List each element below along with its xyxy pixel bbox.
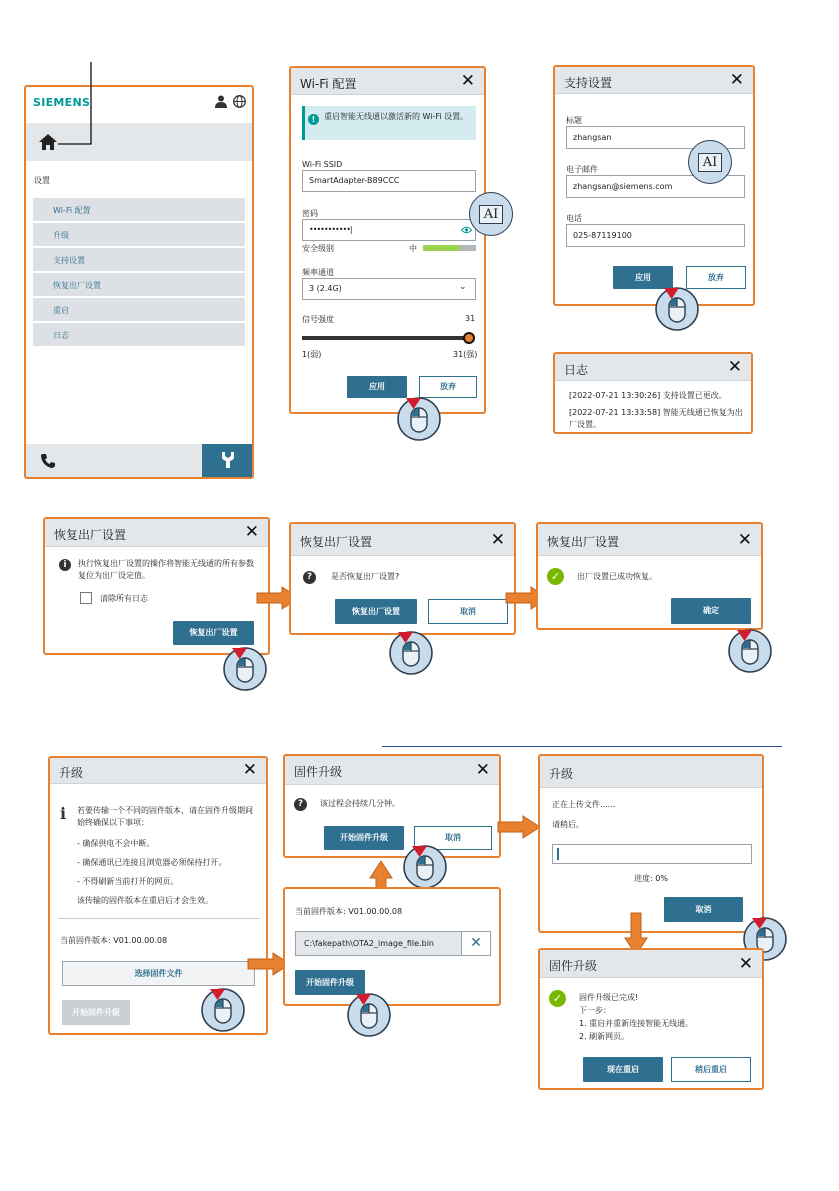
home-icon[interactable] — [38, 133, 58, 151]
signal-slider-handle[interactable] — [463, 332, 475, 344]
dialog-title: 日志 — [564, 363, 589, 377]
signal-slider-track[interactable] — [302, 336, 470, 340]
nav-item-label: 重启 — [53, 306, 69, 315]
question-icon: ? — [294, 798, 307, 811]
ai-box: AI — [479, 205, 503, 224]
mouse-icon — [388, 630, 434, 676]
channel-select[interactable]: 3 (2.4G) — [302, 278, 476, 300]
password-input[interactable]: •••••••••••| — [302, 219, 476, 241]
mouse-icon — [222, 646, 268, 692]
dialog-title: 恢复出厂设置 — [54, 528, 127, 542]
divider — [382, 746, 782, 747]
upload-progress-dialog — [538, 754, 764, 933]
upgrade-bullet: - 确保通讯已连接且浏览器必须保持打开。 — [77, 858, 227, 867]
security-meter — [423, 245, 476, 251]
settings-label: 设置 — [34, 176, 50, 185]
dialog-header — [540, 950, 762, 978]
clear-logs-checkbox[interactable] — [80, 592, 92, 604]
complete-message: 固件升级已完成! — [579, 993, 639, 1002]
close-icon[interactable]: ✕ — [490, 530, 505, 550]
dialog-header — [45, 519, 268, 547]
restart-now-button[interactable]: 现在重启 — [583, 1057, 663, 1082]
dialog-header — [50, 758, 266, 784]
progress-cursor — [557, 848, 559, 860]
close-icon[interactable]: ✕ — [729, 70, 744, 90]
nav-item-log[interactable] — [33, 323, 245, 346]
chevron-down-icon: ⌄ — [459, 282, 467, 292]
cancel-button[interactable]: 取消 — [414, 826, 492, 850]
callout-line — [58, 62, 98, 148]
progress-label: 进度: 0% — [634, 874, 668, 883]
info-text: 重启智能无线通以激活新的 Wi-Fi 设置。 — [324, 112, 469, 121]
title-input[interactable]: zhangsan — [566, 126, 745, 149]
upgrade-bullet: - 确保供电不会中断。 — [77, 839, 155, 848]
nav-item-label: Wi-Fi 配置 — [53, 206, 91, 215]
ai-cursor-icon — [688, 140, 732, 184]
ssid-input[interactable]: SmartAdapter-B89CCC — [302, 170, 476, 192]
password-label: 密码 — [302, 209, 318, 218]
signal-max: 31(强) — [453, 350, 478, 359]
close-icon[interactable]: ✕ — [242, 760, 257, 780]
security-value: 中 — [409, 244, 417, 253]
separator — [58, 918, 260, 919]
support-dialog — [553, 65, 755, 306]
nav-item-label: 支持设置 — [53, 256, 85, 265]
dialog-header — [285, 756, 499, 785]
nav-item-label: 恢复出厂设置 — [53, 281, 101, 290]
channel-label: 频率通道 — [302, 268, 334, 277]
firmware-upgrade-dialog — [283, 754, 501, 858]
check-icon: ✓ — [547, 568, 564, 585]
info-icon: i — [60, 804, 67, 823]
dialog-header — [555, 67, 753, 94]
factory-reset-button[interactable]: 恢复出厂设置 — [173, 621, 254, 645]
upload-wait: 请稍后。 — [552, 820, 584, 829]
upgrade-complete-dialog — [538, 948, 764, 1090]
signal-value: 31 — [465, 314, 476, 323]
nav-item-support[interactable] — [33, 248, 245, 271]
info-icon: i — [59, 559, 71, 571]
cancel-button[interactable]: 取消 — [428, 599, 508, 624]
close-icon[interactable]: ✕ — [244, 522, 259, 542]
ok-button[interactable]: 确定 — [671, 598, 751, 624]
dialog-title: 恢复出厂设置 — [300, 535, 373, 549]
dialog-title: 恢复出厂设置 — [547, 535, 620, 549]
dialog-title: 固件升级 — [549, 959, 598, 973]
ssid-label: Wi-Fi SSID — [302, 160, 343, 169]
mouse-icon — [402, 844, 448, 890]
dialog-title: 升级 — [549, 767, 574, 781]
eye-icon[interactable] — [461, 226, 472, 234]
next-step-2: 2. 刷新网页。 — [579, 1032, 630, 1041]
close-icon[interactable]: ✕ — [738, 954, 753, 974]
log-entry: [2022-07-21 13:33:58] 智能无线通已恢复为出厂设置。 — [569, 408, 743, 429]
nav-item-factory-reset[interactable] — [33, 273, 245, 296]
nav-item-restart[interactable] — [33, 298, 245, 321]
nav-item-upgrade[interactable] — [33, 223, 245, 246]
factory-reset-success-dialog — [536, 522, 763, 630]
progress-bar — [552, 844, 752, 864]
start-upgrade-button[interactable]: 开始固件升级 — [295, 970, 365, 995]
email-label: 电子邮件 — [566, 165, 598, 174]
close-icon[interactable]: ✕ — [727, 357, 742, 377]
phone-icon[interactable] — [40, 453, 56, 469]
security-meter-fill — [423, 245, 460, 251]
wrench-icon — [220, 451, 236, 469]
signal-min: 1(弱) — [302, 350, 322, 359]
discard-button[interactable]: 放弃 — [419, 376, 477, 398]
firmware-file-input[interactable]: C:\fakepath\OTA2_image_file.bin — [295, 931, 491, 956]
dialog-header — [555, 354, 751, 381]
firmware-version: 当前固件版本: V01.00.00.08 — [295, 907, 403, 916]
title-label: 标题 — [566, 116, 582, 125]
ai-cursor-icon — [469, 192, 513, 236]
mouse-icon — [396, 396, 442, 442]
signal-label: 信号强度 — [302, 315, 334, 324]
start-upgrade-button: 开始固件升级 — [62, 1000, 130, 1025]
select-firmware-button[interactable]: 选择固件文件 — [62, 961, 255, 986]
factory-reset-confirm-dialog — [289, 522, 516, 635]
dialog-title: 升级 — [59, 766, 84, 780]
reset-message: 执行恢复出厂设置的操作将智能无线通的所有参数复位为出厂设定值。 — [78, 559, 254, 580]
close-icon[interactable]: ✕ — [475, 760, 490, 780]
firmware-version: 当前固件版本: V01.00.00.08 — [60, 936, 168, 945]
siemens-logo: SIEMENS — [33, 96, 91, 109]
security-label: 安全级别 — [302, 244, 334, 253]
dialog-title: 支持设置 — [564, 76, 613, 90]
upload-status: 正在上传文件...... — [552, 800, 616, 809]
upgrade-bullet: - 不得刷新当前打开的网页。 — [77, 877, 179, 886]
next-step-label: 下一步： — [579, 1006, 611, 1015]
apply-button[interactable]: 应用 — [347, 376, 407, 398]
mouse-icon — [200, 987, 246, 1033]
phone-input[interactable]: 025-87119100 — [566, 224, 745, 247]
arrow-icon — [497, 815, 541, 839]
phone-label: 电话 — [566, 214, 582, 223]
factory-reset-dialog — [43, 517, 270, 655]
success-message: 出厂设置已成功恢复。 — [577, 572, 657, 581]
clear-logs-label: 清除所有日志 — [100, 594, 148, 603]
firmware-file-panel — [283, 887, 501, 1006]
globe-icon[interactable] — [233, 95, 246, 108]
next-step-1: 1. 重启并重新连接智能无线通。 — [579, 1019, 694, 1028]
wifi-dialog — [289, 66, 486, 414]
email-input[interactable]: zhangsan@siemens.com — [566, 175, 745, 198]
upgrade-note: 该传输的固件版本在重启后才会生效。 — [77, 896, 213, 905]
mouse-icon — [727, 628, 773, 674]
nav-item-label: 日志 — [53, 331, 69, 340]
dialog-header — [291, 524, 514, 556]
ai-box: AI — [698, 153, 722, 172]
apply-button[interactable]: 应用 — [613, 266, 673, 289]
close-icon[interactable]: ✕ — [460, 71, 475, 91]
factory-reset-button[interactable]: 恢复出厂设置 — [335, 599, 417, 624]
dialog-title: Wi-Fi 配置 — [300, 77, 357, 91]
dialog-header — [538, 524, 761, 556]
nav-item-label: 升级 — [53, 231, 69, 240]
upgrade-message: 该过程会持续几分钟。 — [320, 799, 400, 808]
question-icon: ? — [303, 571, 316, 584]
confirm-message: 是否恢复出厂设置? — [331, 572, 400, 581]
user-icon[interactable] — [215, 95, 227, 108]
mouse-icon — [346, 992, 392, 1038]
log-entry: [2022-07-21 13:30:26] 支持设置已更改。 — [569, 391, 727, 400]
start-upgrade-button[interactable]: 开始固件升级 — [324, 826, 404, 850]
clear-file-icon[interactable]: ✕ — [461, 931, 491, 956]
log-dialog — [553, 352, 753, 434]
cancel-button[interactable]: 取消 — [664, 897, 743, 922]
check-icon: ✓ — [549, 990, 566, 1007]
dialog-header — [540, 756, 762, 788]
dialog-title: 固件升级 — [294, 765, 343, 779]
mouse-icon — [654, 286, 700, 332]
discard-button[interactable]: 放弃 — [686, 266, 746, 289]
close-icon[interactable]: ✕ — [737, 530, 752, 550]
restart-later-button[interactable]: 稍后重启 — [671, 1057, 751, 1082]
upgrade-message: 若要传输一个不同的固件版本，请在固件升级期间始终确保以下事项： — [77, 806, 253, 827]
info-icon: ! — [308, 114, 319, 125]
nav-item-wifi[interactable] — [33, 198, 245, 221]
dialog-header — [291, 68, 484, 95]
